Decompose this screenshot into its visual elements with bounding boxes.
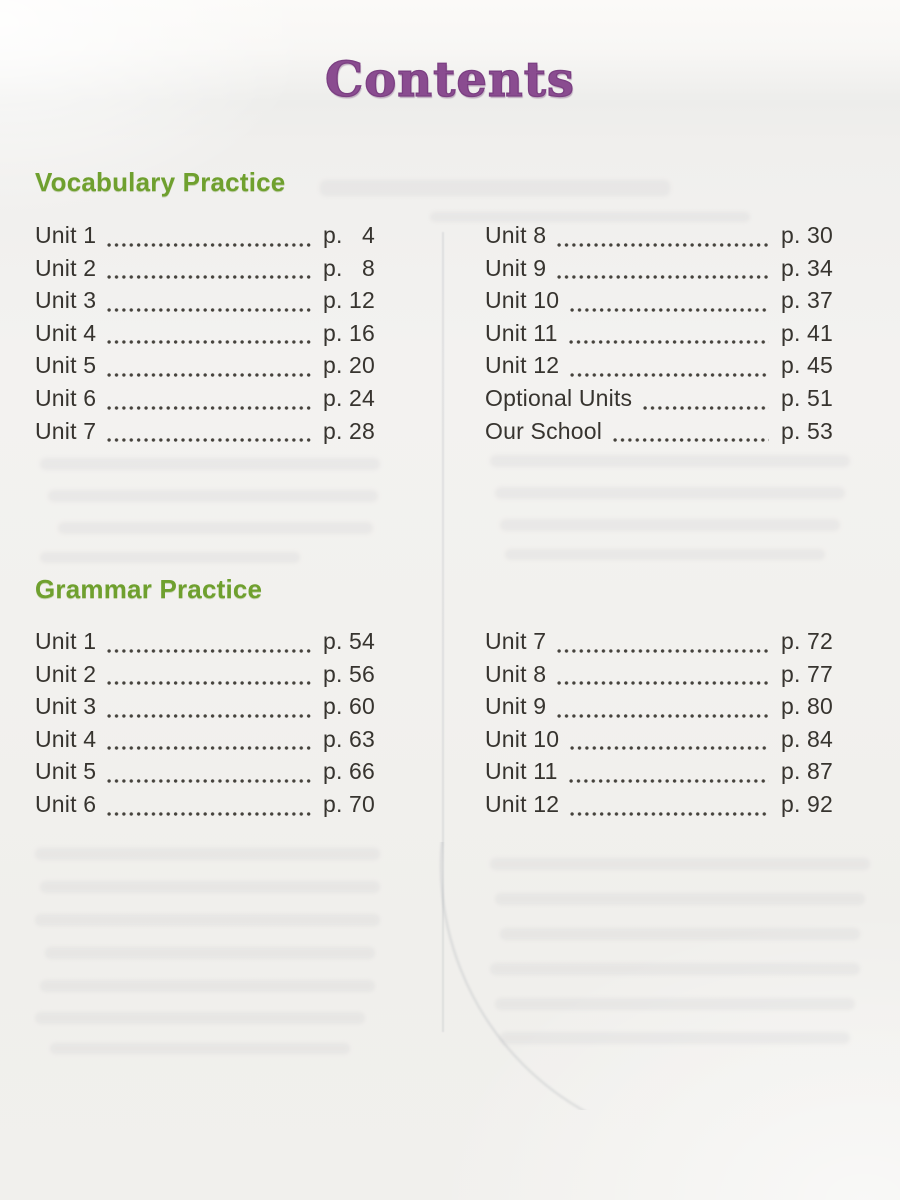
toc-entry-label: Unit 5: [35, 758, 97, 785]
bleedthrough-line: [45, 947, 375, 959]
leader-dots: [107, 648, 311, 654]
page-cell: [781, 418, 833, 445]
page-number: 92: [807, 790, 833, 817]
toc-entry-label: Unit 10: [485, 725, 560, 752]
toc-entry: [35, 385, 375, 418]
bleedthrough-line: [490, 963, 860, 975]
bleedthrough-line: [495, 487, 845, 499]
leader-dots: [107, 307, 311, 313]
page-number: 8: [362, 254, 375, 281]
toc-entry: [485, 222, 833, 255]
bleedthrough-line: [40, 881, 380, 893]
page-number: 87: [807, 758, 833, 785]
page-prefix: p.: [323, 417, 343, 444]
toc-entry: [35, 693, 375, 726]
toc-entry-label: Unit 12: [485, 790, 560, 817]
page-prefix: p.: [781, 222, 801, 248]
bleedthrough-line: [430, 212, 750, 222]
toc-entry-label: Unit 1: [35, 222, 97, 248]
toc-column-right: [485, 222, 833, 450]
page-number: 20: [349, 352, 375, 379]
bleedthrough-line: [40, 458, 380, 470]
section-heading-vocabulary: Vocabulary Practice: [35, 167, 286, 197]
page-cell: [781, 628, 833, 655]
toc-column-left: [35, 222, 375, 450]
toc-entry: [35, 758, 375, 791]
section-heading-grammar: Grammar Practice: [35, 574, 263, 604]
page-prefix: p.: [323, 790, 343, 817]
toc-entry-label: Unit 2: [35, 254, 97, 281]
toc-entry-label: Unit 10: [485, 287, 560, 314]
leader-dots: [107, 745, 311, 751]
page-prefix: p.: [323, 319, 343, 346]
toc-entry-label: Unit 7: [485, 628, 547, 654]
leader-dots: [643, 405, 769, 411]
leader-dots: [570, 307, 769, 313]
toc-entry: [485, 726, 833, 759]
page-cell: [323, 693, 375, 720]
page-number: 70: [349, 790, 375, 817]
page-cell: [781, 222, 833, 249]
page-prefix: p.: [781, 254, 801, 281]
page-number: 77: [807, 660, 833, 687]
page-prefix: p.: [781, 790, 801, 817]
page-cell: [781, 791, 833, 818]
page-prefix: p.: [323, 660, 343, 687]
leader-dots: [557, 648, 769, 654]
toc-entry: [35, 287, 375, 320]
bleedthrough-line: [48, 490, 378, 502]
page-prefix: p.: [323, 384, 343, 411]
toc-entry-label: Unit 3: [35, 693, 97, 720]
bleedthrough-line: [40, 980, 375, 992]
toc-entry-label: Unit 7: [35, 417, 97, 444]
toc-entry: [485, 418, 833, 451]
leader-dots: [107, 372, 311, 378]
bleedthrough-line: [35, 1012, 365, 1024]
page-number: 66: [349, 758, 375, 785]
toc-entry-label: Optional Units: [485, 384, 633, 411]
leader-dots: [569, 339, 769, 345]
page-cell: [323, 352, 375, 379]
toc-entry-label: Unit 6: [35, 790, 97, 817]
page-number: 54: [349, 628, 375, 654]
page-cell: [323, 320, 375, 347]
page-number: 24: [349, 384, 375, 411]
toc-entry: [485, 320, 833, 353]
toc-entry-label: Unit 9: [485, 254, 547, 281]
page-cell: [323, 758, 375, 785]
leader-dots: [107, 437, 311, 443]
toc-column-left: [35, 628, 375, 824]
page-cell: [781, 726, 833, 753]
page-number: 12: [349, 287, 375, 314]
toc-entry: [35, 320, 375, 353]
toc-entry-label: Unit 8: [485, 660, 547, 687]
bleedthrough-line: [35, 914, 380, 926]
page-cell: [323, 791, 375, 818]
leader-dots: [107, 339, 311, 345]
page-prefix: p.: [781, 417, 801, 444]
bleedthrough-line: [320, 180, 670, 196]
bleedthrough-line: [500, 928, 860, 940]
bleedthrough-line: [495, 998, 855, 1010]
leader-dots: [557, 242, 769, 248]
page-prefix: p.: [781, 352, 801, 379]
toc-entry: [35, 255, 375, 288]
page-prefix: p.: [323, 758, 343, 785]
page-number: 72: [807, 628, 833, 654]
toc-entry: [485, 287, 833, 320]
leader-dots: [557, 680, 769, 686]
bleedthrough-line: [35, 848, 380, 860]
toc-columns-grammar: [35, 628, 833, 824]
page-prefix: p.: [323, 254, 343, 281]
toc-entry-label: Unit 9: [485, 693, 547, 720]
toc-entry-label: Unit 3: [35, 287, 97, 314]
toc-columns-vocabulary: [35, 222, 833, 450]
toc-entry: [35, 661, 375, 694]
toc-entry: [35, 726, 375, 759]
page-cell: [323, 385, 375, 412]
toc-entry-label: Unit 4: [35, 725, 97, 752]
toc-entry: [35, 791, 375, 824]
page-prefix: p.: [781, 287, 801, 314]
page-prefix: p.: [781, 628, 801, 654]
page-cell: [323, 628, 375, 655]
toc-entry: [485, 661, 833, 694]
page-number: 56: [349, 660, 375, 687]
bleedthrough-line: [490, 858, 870, 870]
page-number: 51: [807, 384, 833, 411]
page-number: 53: [807, 417, 833, 444]
page-cell: [323, 726, 375, 753]
page-number: 30: [807, 222, 833, 248]
page-cell: [781, 352, 833, 379]
toc-entry: [485, 385, 833, 418]
toc-entry-label: Unit 2: [35, 660, 97, 687]
page-cell: [781, 758, 833, 785]
bleedthrough-line: [500, 1032, 850, 1044]
toc-entry-label: Unit 1: [35, 628, 97, 654]
page-prefix: p.: [781, 384, 801, 411]
page-number: 34: [807, 254, 833, 281]
leader-dots: [570, 811, 769, 817]
page-number: 45: [807, 352, 833, 379]
toc-entry: [485, 352, 833, 385]
page-number: 60: [349, 693, 375, 720]
bleedthrough-line: [495, 893, 865, 905]
bleedthrough-line: [40, 552, 300, 563]
page-cell: [323, 418, 375, 445]
page-cell: [323, 222, 375, 249]
page-cell: [323, 255, 375, 282]
page-prefix: p.: [781, 660, 801, 687]
toc-entry: [485, 758, 833, 791]
page-number: 4: [362, 222, 375, 248]
toc-entry-label: Unit 8: [485, 222, 547, 248]
page-number: 16: [349, 319, 375, 346]
page-cell: [781, 661, 833, 688]
leader-dots: [107, 680, 311, 686]
bleedthrough-circle-arc: [398, 842, 733, 1110]
page-prefix: p.: [781, 693, 801, 720]
page-prefix: p.: [323, 693, 343, 720]
page-number: 84: [807, 725, 833, 752]
page-cell: [781, 255, 833, 282]
page-cell: [781, 287, 833, 314]
leader-dots: [107, 274, 311, 280]
page-prefix: p.: [323, 287, 343, 314]
leader-dots: [107, 811, 311, 817]
toc-entry-label: Unit 11: [485, 319, 558, 346]
leader-dots: [107, 713, 311, 719]
leader-dots: [613, 437, 769, 443]
toc-entry-label: Our School: [485, 417, 603, 444]
toc-entry-label: Unit 12: [485, 352, 560, 379]
leader-dots: [107, 405, 311, 411]
page-number: 28: [349, 417, 375, 444]
page-number: 80: [807, 693, 833, 720]
toc-column-right: [485, 628, 833, 824]
page-number: 37: [807, 287, 833, 314]
page-cell: [323, 661, 375, 688]
leader-dots: [570, 745, 769, 751]
page-prefix: p.: [781, 319, 801, 346]
page-prefix: p.: [781, 758, 801, 785]
page-cell: [781, 385, 833, 412]
page-number: 63: [349, 725, 375, 752]
bleedthrough-line: [58, 522, 373, 534]
toc-entry: [485, 693, 833, 726]
toc-entry: [485, 628, 833, 661]
leader-dots: [107, 242, 311, 248]
leader-dots: [107, 778, 311, 784]
page-prefix: p.: [323, 352, 343, 379]
toc-entry-label: Unit 6: [35, 384, 97, 411]
leader-dots: [557, 274, 769, 280]
page-prefix: p.: [323, 725, 343, 752]
bleedthrough-line: [500, 519, 840, 531]
toc-entry: [35, 222, 375, 255]
page-prefix: p.: [323, 222, 343, 248]
page-prefix: p.: [323, 628, 343, 654]
bleedthrough-line: [505, 549, 825, 560]
toc-entry-label: Unit 4: [35, 319, 97, 346]
leader-dots: [557, 713, 769, 719]
page-cell: [781, 693, 833, 720]
page-cell: [781, 320, 833, 347]
toc-entry: [485, 791, 833, 824]
toc-entry: [35, 352, 375, 385]
page-title: Contents: [325, 52, 575, 108]
page-cell: [323, 287, 375, 314]
bleedthrough-line: [490, 455, 850, 467]
page-prefix: p.: [781, 725, 801, 752]
toc-entry: [35, 418, 375, 451]
toc-entry-label: Unit 5: [35, 352, 97, 379]
toc-entry: [485, 255, 833, 288]
leader-dots: [570, 372, 769, 378]
bleedthrough-line: [50, 1043, 350, 1054]
page-number: 41: [807, 319, 833, 346]
toc-entry-label: Unit 11: [485, 758, 558, 785]
toc-entry: [35, 628, 375, 661]
leader-dots: [569, 778, 769, 784]
